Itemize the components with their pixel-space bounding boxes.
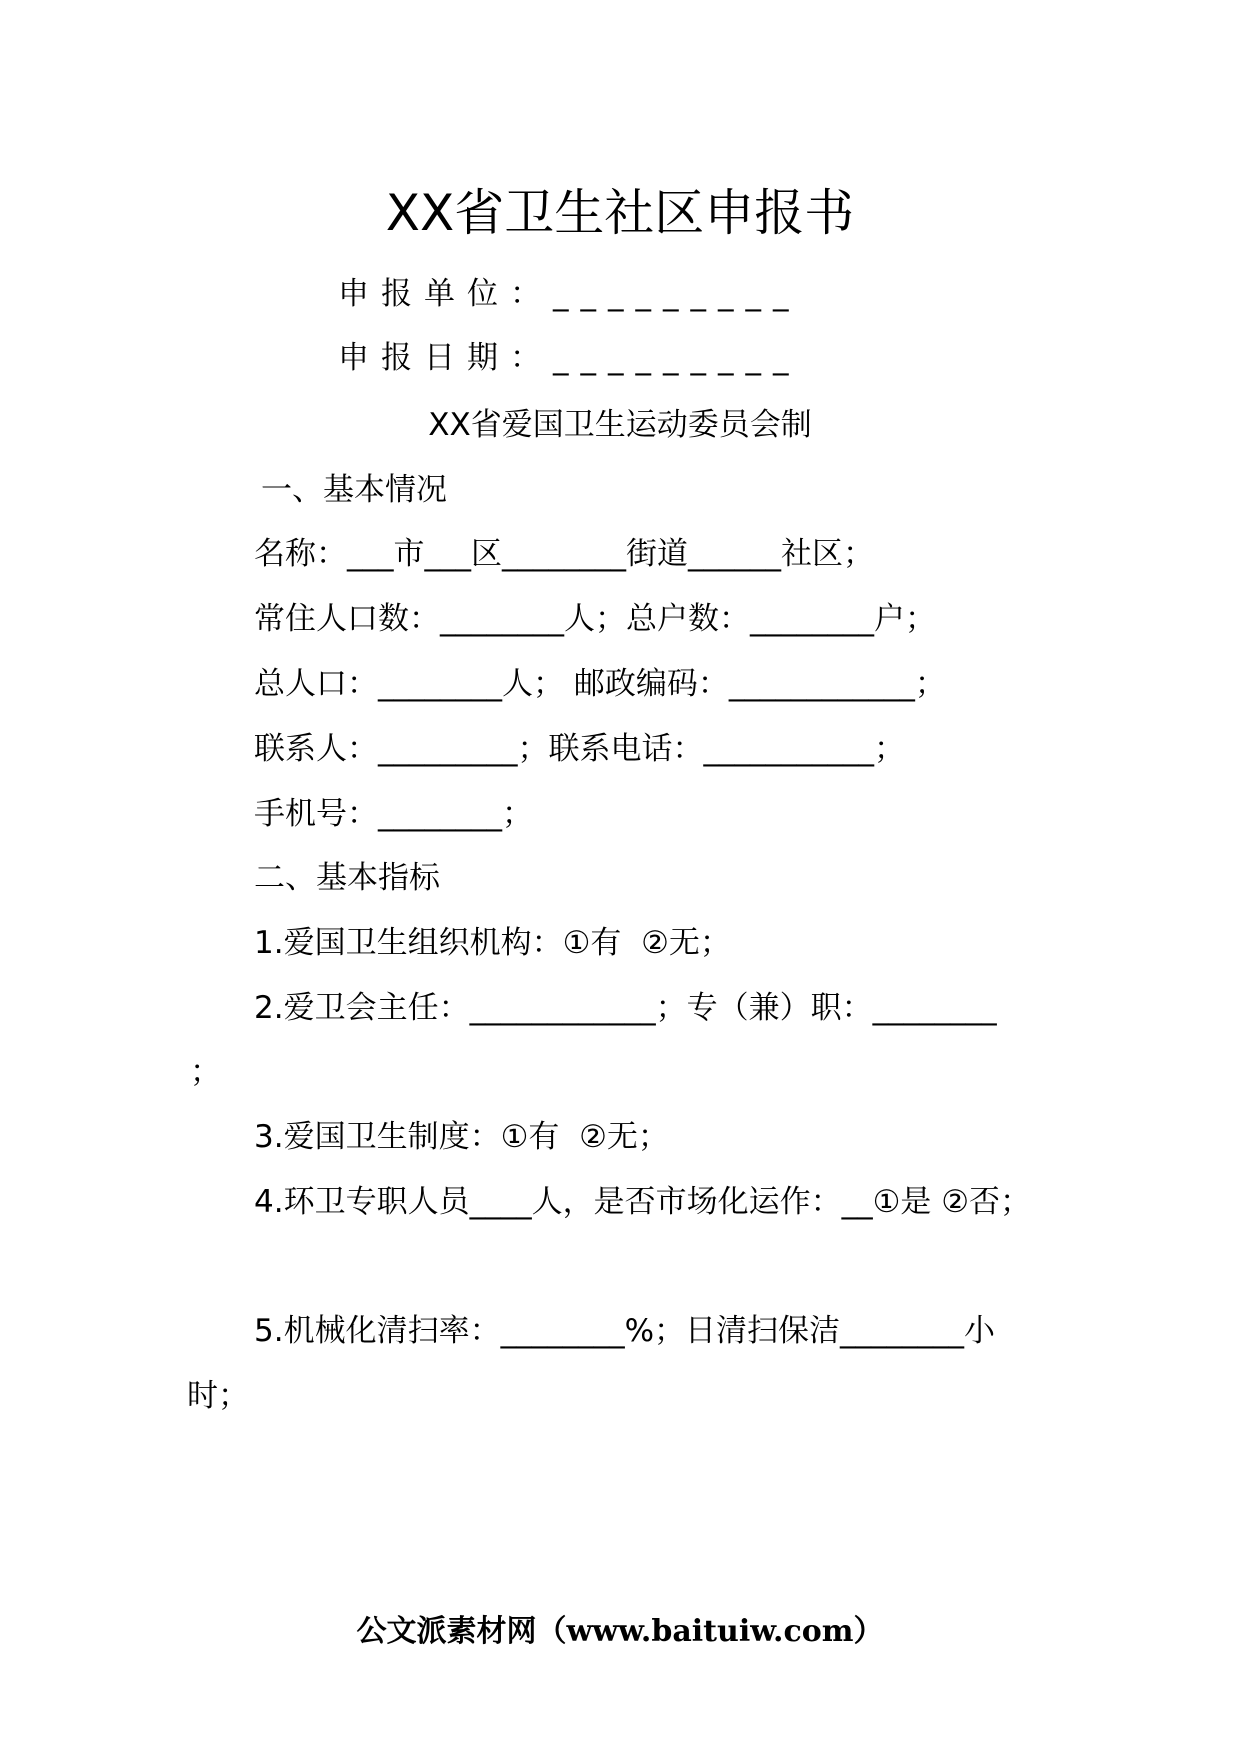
indicator-item-4: 4.环卫专职人员____人，是否市场化运作：__①是 ②否； — [254, 1184, 1032, 1220]
mobile-line: 手机号：________； — [254, 796, 533, 832]
issuer-line: XX省爱国卫生运动委员会制 — [428, 407, 812, 443]
indicator-item-1: 1.爱国卫生组织机构：①有 ②无； — [254, 925, 731, 961]
indicator-item-2-continuation: ； — [190, 1054, 221, 1090]
section-heading-basic-indicators: 二、基本指标 — [254, 860, 440, 896]
indicator-item-2: 2.爱卫会主任：____________；专（兼）职：________ — [254, 990, 997, 1026]
name-line: 名称：___市___区________街道______社区； — [254, 536, 874, 572]
apply-date-line: 申报日期：_________ — [338, 340, 801, 376]
population-line: 总人口：________人； 邮政编码：____________； — [254, 666, 946, 702]
indicator-item-5: 5.机械化清扫率：________%；日清扫保洁________小 — [254, 1313, 996, 1349]
contact-line: 联系人：_________；联系电话：___________； — [254, 731, 905, 767]
document-title: XX省卫生社区申报书 — [385, 184, 855, 242]
indicator-item-3: 3.爱国卫生制度：①有 ②无； — [254, 1119, 669, 1155]
applicant-unit-line: 申报单位：_________ — [338, 276, 801, 312]
footer-source: 公文派素材网（www.baituiw.com） — [356, 1614, 884, 1649]
indicator-item-5-continuation: 时； — [187, 1378, 249, 1414]
section-heading-basic-info: 一、基本情况 — [261, 472, 447, 508]
residents-line: 常住人口数：________人；总户数：________户； — [254, 601, 936, 637]
